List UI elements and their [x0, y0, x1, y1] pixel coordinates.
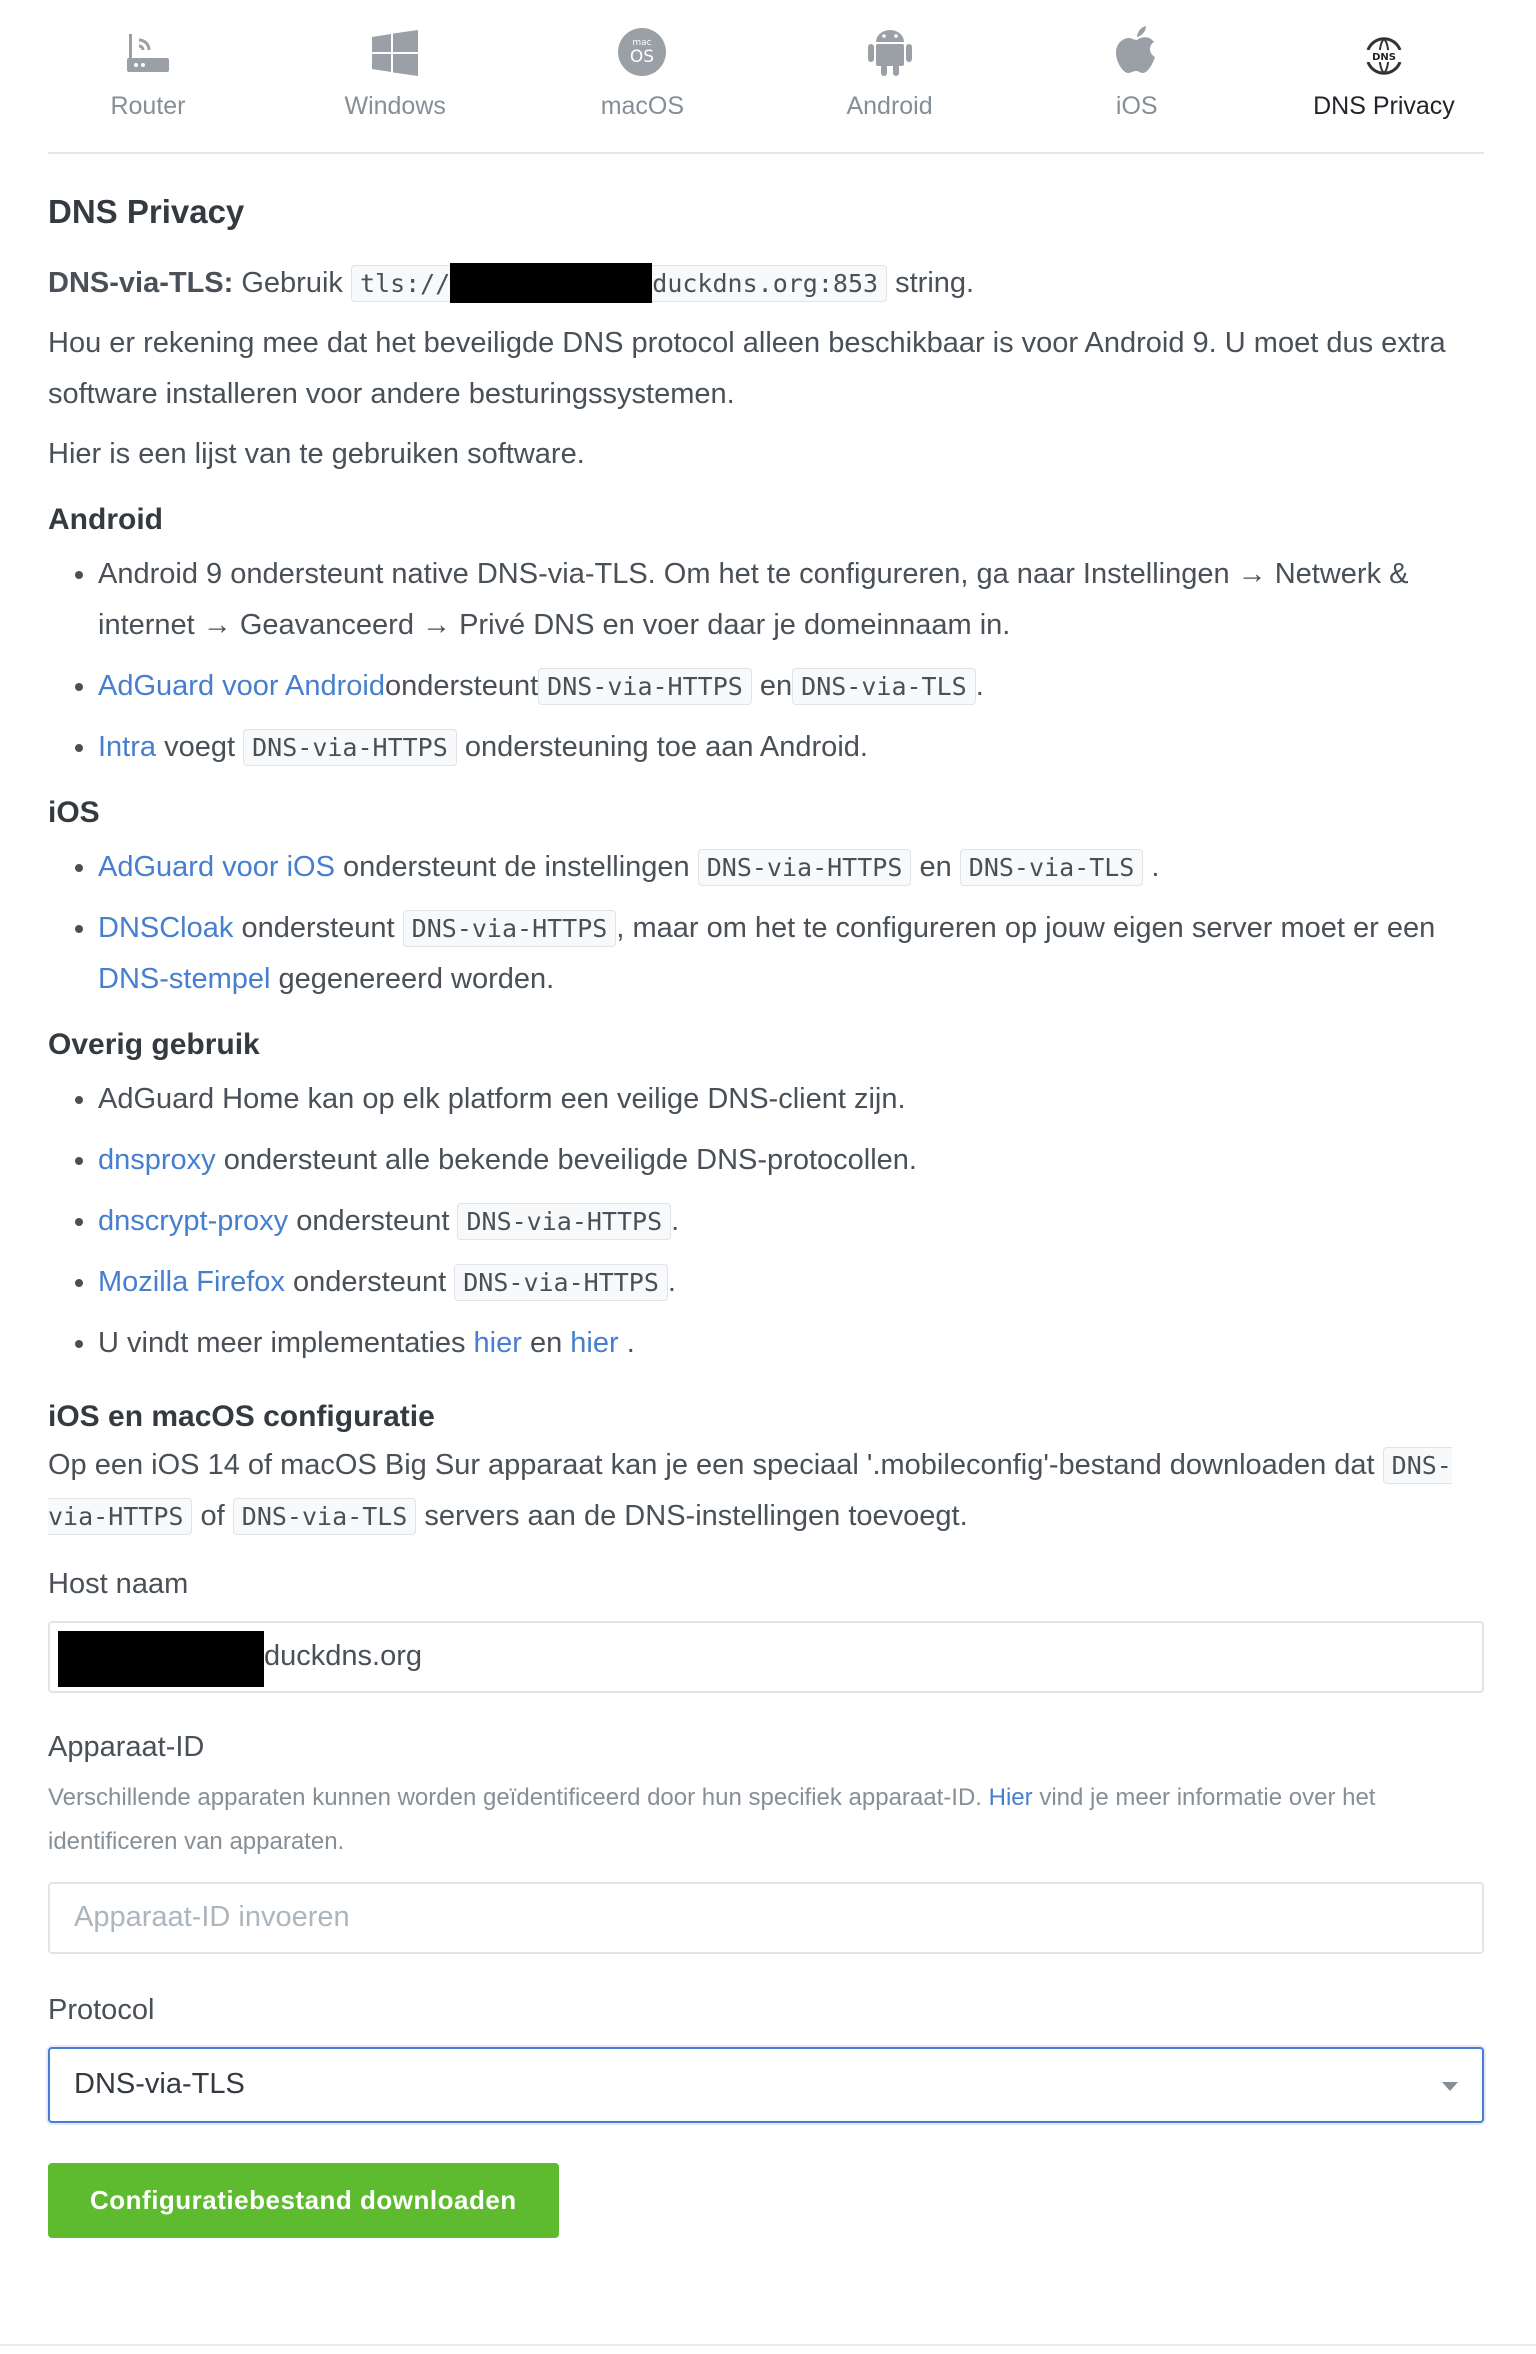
list-item — [98, 722, 1484, 773]
text: ondersteunt — [296, 1204, 450, 1237]
ios-list — [48, 842, 1484, 1005]
code: DNS-via-HTTPS — [48, 1447, 1452, 1535]
list-item: • AdGuard voor Androidondersteunt DNS-via-HTTPS en DNS-via-TLS . — [98, 661, 1484, 712]
dns-icon — [1284, 20, 1484, 76]
ios-heading: iOS — [48, 795, 100, 829]
code: DNS-via-TLS — [792, 668, 976, 705]
firefox-link[interactable]: Mozilla Firefox — [98, 1265, 285, 1298]
intro-text: Hou er rekening mee dat het beveiligde DNS protocol alleen beschikbaar is voor Android 9. U moet dus extra software installeren voor andere besturingssystemen. — [48, 326, 1446, 410]
host-name-input[interactable] — [48, 1621, 1484, 1693]
list-item: • Mozilla Firefox ondersteunt DNS-via-HTTPS . — [98, 1257, 1484, 1308]
windows-icon — [295, 20, 495, 76]
dot-label: DNS-via-TLS: — [48, 266, 234, 299]
text: of — [200, 1499, 225, 1532]
code: DNS-via-HTTPS — [454, 1264, 668, 1301]
download-config-button[interactable]: Configuratiebestand downloaden — [48, 2163, 559, 2238]
chevron-down-icon — [1442, 2082, 1458, 2091]
device-id-label: Apparaat-ID — [48, 1730, 205, 1763]
code-suffix: duckdns.org:853 — [652, 268, 879, 298]
software-list-intro: Hier is een lijst van te gebruiken software. — [48, 437, 585, 470]
dnscloak-link[interactable]: DNSCloak — [98, 911, 234, 944]
text: Verschillende apparaten kunnen worden geïdentificeerd door hun specifiek apparaat-ID. — [48, 1783, 982, 1811]
intra-link[interactable]: Intra — [98, 730, 157, 763]
code: DNS-via-TLS — [960, 849, 1144, 886]
list-item — [98, 1135, 1484, 1186]
tab-android[interactable] — [790, 0, 990, 152]
protocol-select[interactable] — [48, 2047, 1484, 2123]
code-prefix: tls:// — [359, 268, 451, 298]
svg-text:mac: mac — [632, 38, 652, 48]
tab-label: iOS — [1115, 92, 1158, 120]
platform-tabs — [48, 0, 1484, 154]
svg-text:DNS: DNS — [1372, 52, 1396, 63]
code: DNS-via-TLS — [233, 1498, 417, 1535]
tab-macos[interactable] — [542, 0, 742, 152]
code: DNS-via-HTTPS — [457, 1203, 671, 1240]
list-item: • AdGuard Home kan op elk platform een veilige DNS-client zijn. — [98, 1074, 1484, 1125]
here-link-2[interactable]: hier — [570, 1326, 619, 1359]
host-name-label: Host naam — [48, 1567, 189, 1600]
host-name-value: duckdns.org — [264, 1640, 422, 1673]
card-bottom-border — [0, 2344, 1536, 2346]
device-id-input[interactable]: Apparaat-ID invoeren — [48, 1882, 1484, 1954]
svg-text:OS: OS — [630, 47, 655, 67]
list-item: • Android 9 ondersteunt native DNS-via-TLS. Om het te configureren, ga naar Instellingen → Netwerk & internet → Geavanceerd → Privé DNS en voer daar je domeinnaam in. — [98, 549, 1484, 651]
protocol-value: DNS-via-TLS — [74, 2068, 245, 2101]
tab-ios[interactable] — [1037, 0, 1237, 152]
code: DNS-via-HTTPS — [698, 849, 912, 886]
text: ondersteunt — [293, 1265, 447, 1298]
text: ondersteunt — [384, 669, 539, 702]
list-item — [98, 903, 1484, 1005]
list-item: • dnscrypt-proxy ondersteunt DNS-via-HTTPS . — [98, 1196, 1484, 1247]
tab-dns-privacy[interactable] — [1284, 0, 1484, 152]
tab-label: macOS — [600, 92, 685, 120]
text: ondersteunt alle bekende beveiligde DNS-protocollen. — [223, 1143, 917, 1176]
text: gegenereerd worden. — [278, 962, 555, 995]
text: Op een iOS 14 of macOS Big Sur apparaat kan je een speciaal '.mobileconfig'-bestand downloaden dat — [48, 1448, 1375, 1481]
redacted-block — [58, 1631, 264, 1687]
config-heading: iOS en macOS configuratie — [48, 1399, 435, 1433]
text: ondersteuning toe aan Android. — [464, 730, 868, 763]
tab-router[interactable] — [48, 0, 248, 152]
adguard-ios-link[interactable]: AdGuard voor iOS — [98, 850, 335, 883]
code: DNS-via-HTTPS — [538, 668, 752, 705]
adguard-android-link[interactable]: AdGuard voor Android — [98, 669, 385, 702]
dnscrypt-proxy-link[interactable]: dnscrypt-proxy — [98, 1204, 289, 1237]
other-heading: Overig gebruik — [48, 1027, 260, 1061]
device-id-help-link[interactable]: Hier — [988, 1783, 1033, 1811]
here-link-1[interactable]: hier — [473, 1326, 522, 1359]
text: ondersteunt — [241, 911, 395, 944]
tab-label: Android — [846, 92, 933, 120]
apple-icon — [1037, 20, 1237, 76]
android-list — [48, 549, 1484, 773]
page-title: DNS Privacy — [48, 193, 245, 230]
text: , maar om het te configureren op jouw eigen server moet er een — [616, 911, 1436, 944]
android-icon — [790, 20, 990, 76]
code: DNS-via-HTTPS — [403, 910, 617, 947]
dot-after: string. — [895, 266, 975, 299]
tab-label: Router — [110, 92, 186, 120]
text: servers aan de DNS-instellingen toevoegt. — [424, 1499, 968, 1532]
device-id-help — [48, 1776, 1484, 1864]
text: ondersteunt de instellingen — [343, 850, 690, 883]
dot-code[interactable] — [351, 265, 887, 302]
text: en — [919, 850, 952, 883]
macos-icon — [542, 20, 742, 76]
setup-guide — [48, 0, 1484, 2238]
tab-label: DNS Privacy — [1313, 92, 1455, 120]
config-description — [48, 1440, 1484, 1542]
dnsproxy-link[interactable]: dnsproxy — [98, 1143, 216, 1176]
android-heading: Android — [48, 502, 163, 536]
router-icon — [48, 20, 248, 76]
redacted-block — [450, 263, 652, 303]
list-item: • AdGuard voor iOS ondersteunt de instellingen DNS-via-HTTPS en DNS-via-TLS . — [98, 842, 1484, 893]
dns-stamp-link[interactable]: DNS-stempel — [98, 962, 271, 995]
tab-label: Windows — [344, 92, 446, 120]
code: DNS-via-HTTPS — [243, 729, 457, 766]
dot-string — [48, 258, 1484, 309]
text: U vindt meer implementaties — [98, 1326, 466, 1359]
text: voegt — [164, 730, 236, 763]
list-item: • U vindt meer implementaties hier en hier . — [98, 1318, 1484, 1369]
text: en — [759, 669, 793, 702]
other-list — [48, 1074, 1484, 1369]
protocol-label: Protocol — [48, 1993, 155, 2026]
tab-windows[interactable] — [295, 0, 495, 152]
use-word: Gebruik — [241, 266, 343, 299]
text: vind je meer informatie over het identificeren van apparaten. — [48, 1783, 1376, 1855]
text: en — [529, 1326, 563, 1359]
